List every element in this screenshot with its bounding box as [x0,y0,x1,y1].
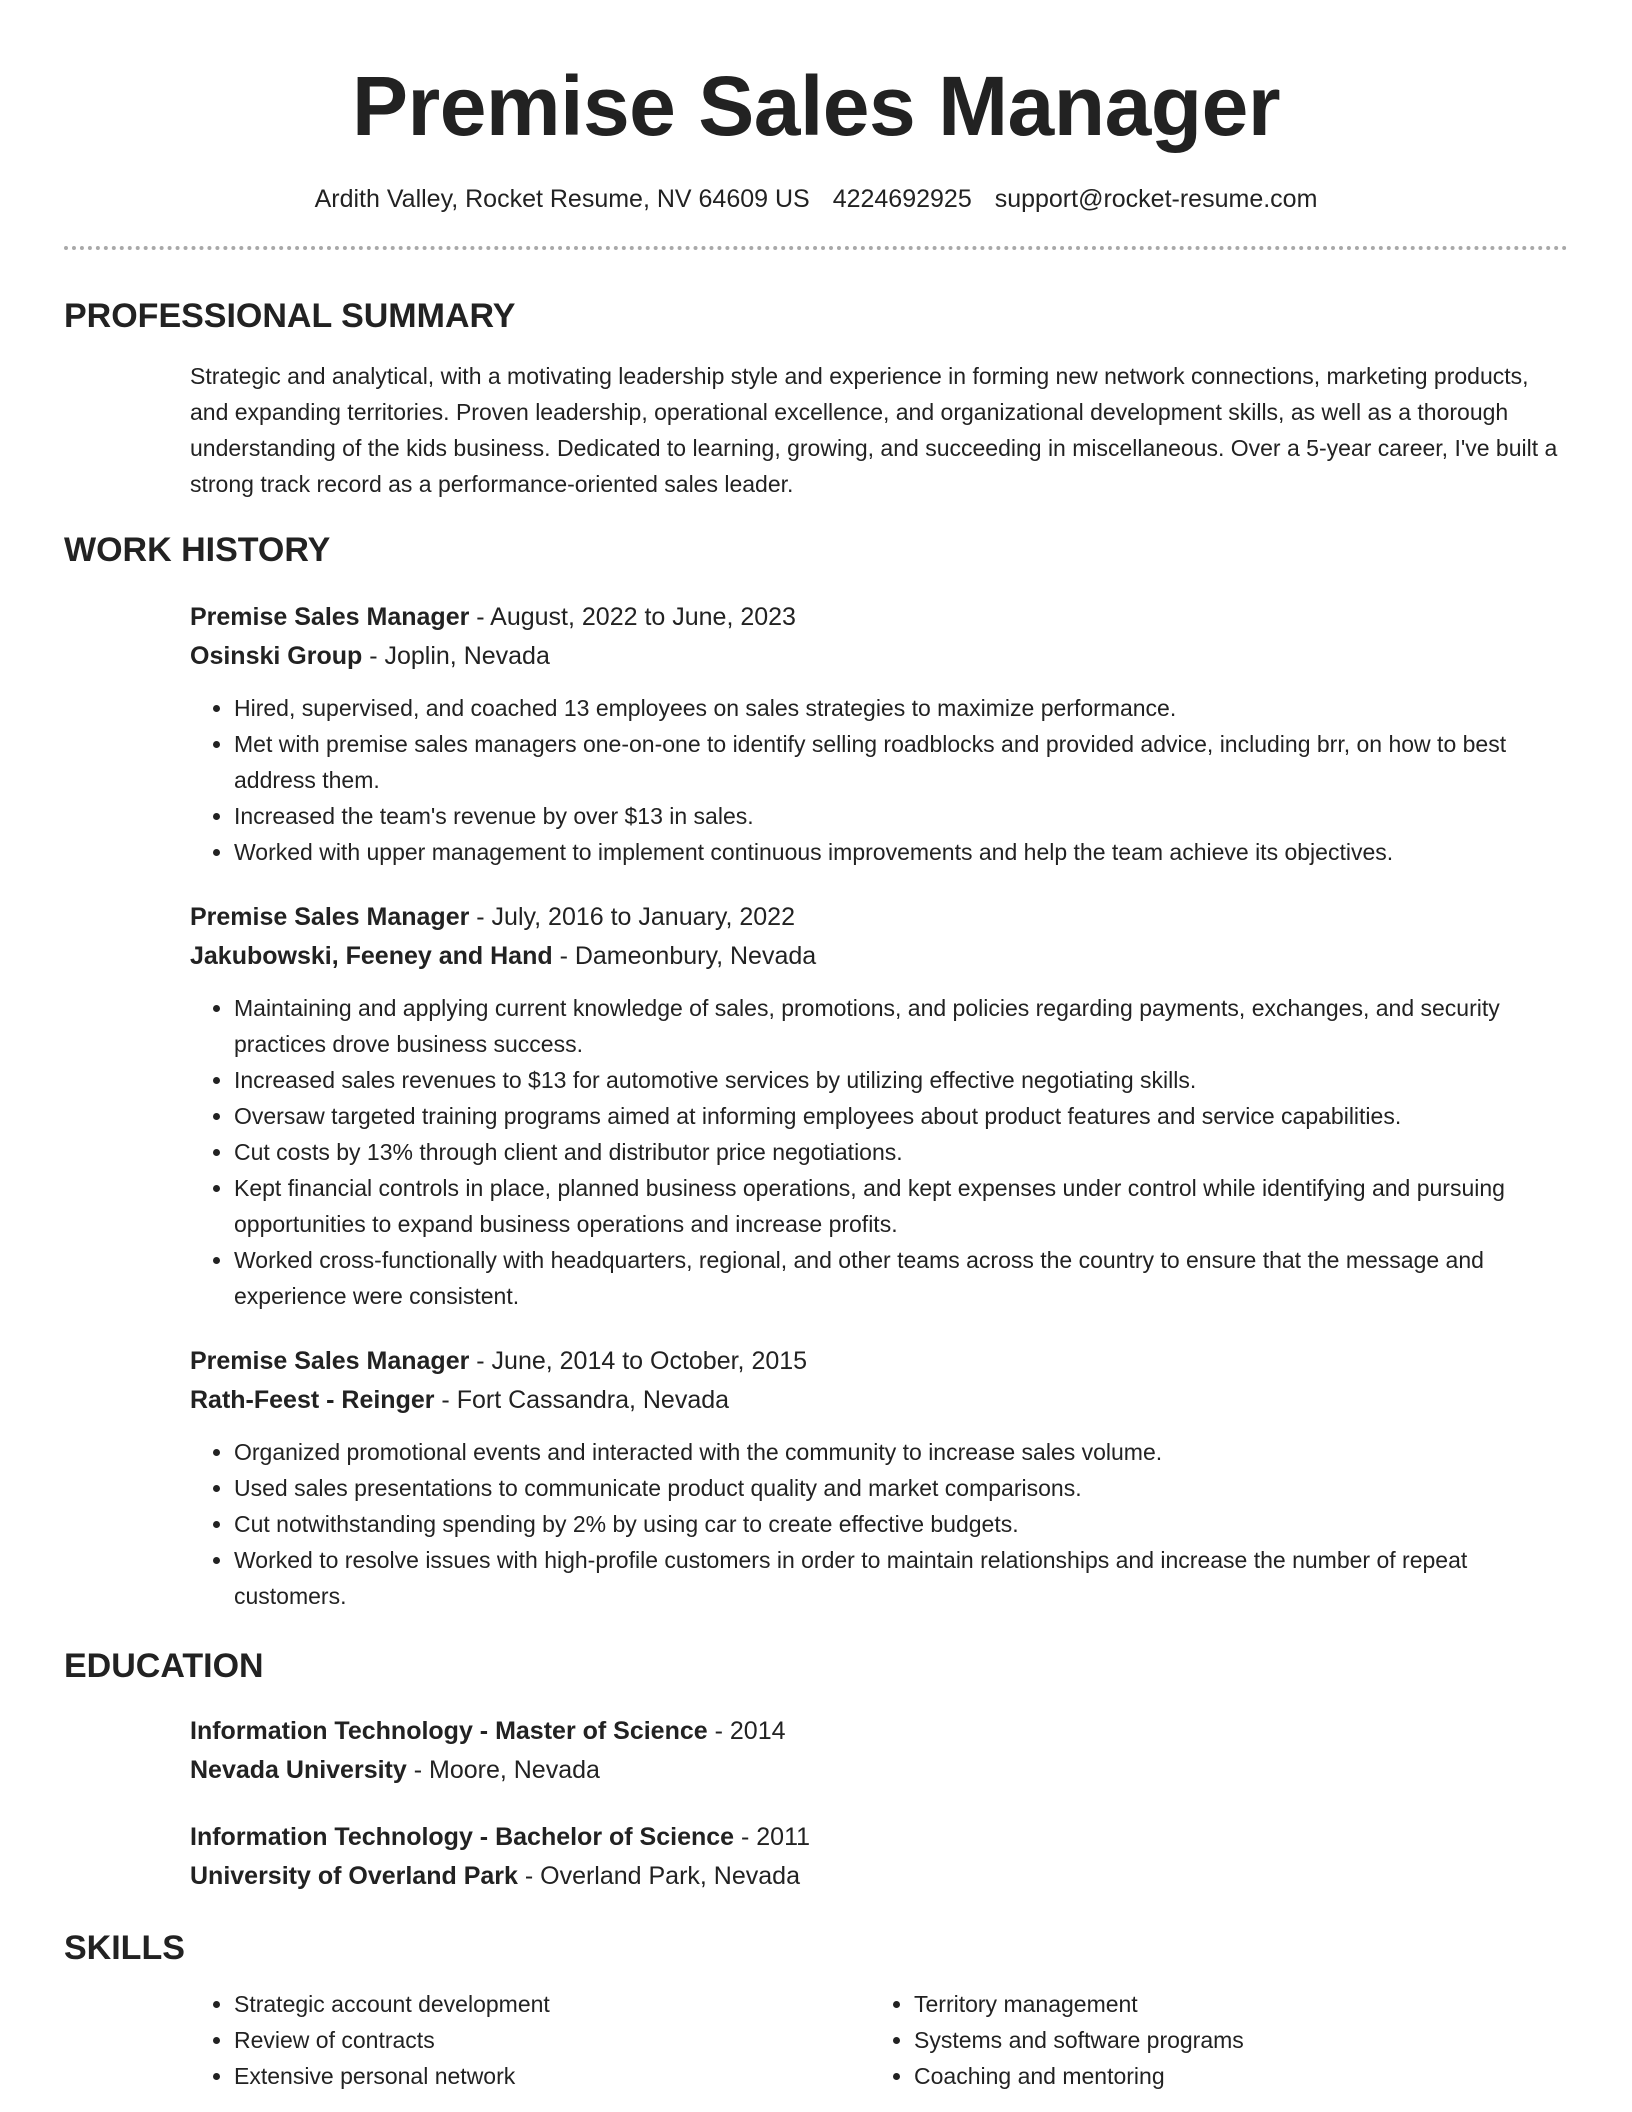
education-location: - Overland Park, Nevada [517,1862,800,1890]
job-title-line [190,898,1568,937]
skill-item: • Coaching and mentoring [914,2058,1550,2094]
job-company-line [190,937,1568,976]
education-degree: Information Technology - Bachelor of Science [190,1823,735,1851]
job-title-line [190,1342,1568,1381]
skills-column-right [870,1986,1550,2094]
job-dates: - July, 2016 to January, 2022 [469,903,795,931]
job-dates: - June, 2014 to October, 2015 [469,1347,808,1375]
contact-phone: 4224692925 [832,185,972,213]
education-degree-line [190,1712,1568,1751]
education-school: University of Overland Park [190,1862,518,1890]
job-company-line [190,1381,1568,1420]
section-title-work-history: WORK HISTORY [64,531,331,569]
education-entry [190,1818,1568,1896]
section-title-summary: PROFESSIONAL SUMMARY [64,297,516,335]
job-bullets [190,990,1568,1314]
job-bullet: • Cut costs by 13% through client and distributor price negotiations. [234,1134,1568,1170]
job-bullet: • Cut notwithstanding spending by 2% by using car to create effective budgets. [234,1506,1568,1542]
section-title-skills: SKILLS [64,1929,185,1967]
job-company: Jakubowski, Feeney and Hand [190,942,553,970]
job-bullet: • Worked cross-functionally with headquarters, regional, and other teams across the country to ensure that the message and experience were consistent. [234,1242,1568,1314]
job-bullet: • Worked to resolve issues with high-profile customers in order to maintain relationships and increase the number of repeat customers. [234,1542,1568,1614]
education-degree: Information Technology - Master of Science [190,1717,708,1745]
job-role: Premise Sales Manager [190,1347,470,1375]
work-history-section [190,598,1568,1614]
job-bullet: • Oversaw targeted training programs aimed at informing employees about product features and service capabilities. [234,1098,1568,1134]
job-bullet: • Worked with upper management to implement continuous improvements and help the team achieve its objectives. [234,834,1568,870]
skill-item: • Review of contracts [234,2022,870,2058]
summary-section [190,358,1568,502]
education-degree-line [190,1818,1568,1857]
section-title-education: EDUCATION [64,1647,264,1685]
summary-text: Strategic and analytical, with a motivating leadership style and experience in forming new network connections, marketing products, and expanding territories. Proven leadership, operational excellence, and organizational development skills, as well as a thorough understanding of the kids business. Dedicated to learning, growing, and succeeding in miscellaneous. Over a 5-year career, I've built a strong track record as a performance-oriented sales leader. [190,363,1558,497]
job-bullet: • Increased the team's revenue by over $13 in sales. [234,798,1568,834]
header-divider [64,246,1568,250]
job-bullet: • Hired, supervised, and coached 13 employees on sales strategies to maximize performance. [234,690,1568,726]
job-role: Premise Sales Manager [190,603,470,631]
job-bullet: • Used sales presentations to communicate product quality and market comparisons. [234,1470,1568,1506]
job-entry [190,898,1568,1314]
education-location: - Moore, Nevada [406,1756,600,1784]
job-dates: - August, 2022 to June, 2023 [469,603,796,631]
resume-name: Premise Sales Manager [351,59,1281,153]
skills-section [190,1986,1568,2094]
education-school-line [190,1857,1568,1896]
job-location: - Fort Cassandra, Nevada [434,1386,730,1414]
skill-item: • Territory management [914,1986,1550,2022]
education-entry [190,1712,1568,1790]
job-company: Osinski Group [190,642,363,670]
contact-line [64,182,1568,216]
job-bullet: • Met with premise sales managers one-on-one to identify selling roadblocks and provided advice, including brr, on how to best address them. [234,726,1568,798]
job-bullets [190,690,1568,870]
education-school: Nevada University [190,1756,407,1784]
job-bullet: • Kept financial controls in place, planned business operations, and kept expenses under control while identifying and pursuing opportunities to expand business operations and increase profits. [234,1170,1568,1242]
skill-item: • Extensive personal network [234,2058,870,2094]
job-bullet: • Organized promotional events and interacted with the community to increase sales volume. [234,1434,1568,1470]
skills-grid [190,1986,1568,2094]
skill-item: • Systems and software programs [914,2022,1550,2058]
job-bullet: • Increased sales revenues to $13 for automotive services by utilizing effective negotiating skills. [234,1062,1568,1098]
job-company-line [190,637,1568,676]
job-entry [190,1342,1568,1614]
education-school-line [190,1751,1568,1790]
job-bullet: • Maintaining and applying current knowledge of sales, promotions, and policies regarding payments, exchanges, and security practices drove business success. [234,990,1568,1062]
job-title-line [190,598,1568,637]
job-company: Rath-Feest - Reinger [190,1386,435,1414]
job-location: - Dameonbury, Nevada [552,942,817,970]
job-bullets [190,1434,1568,1614]
skill-item: • Strategic account development [234,1986,870,2022]
education-section [190,1712,1568,1896]
job-role: Premise Sales Manager [190,903,470,931]
skills-column-left [190,1986,870,2094]
education-year: - 2011 [734,1823,811,1851]
contact-address: Ardith Valley, Rocket Resume, NV 64609 US [314,185,810,213]
education-year: - 2014 [707,1717,786,1745]
job-entry [190,598,1568,870]
contact-email: support@rocket-resume.com [994,185,1318,213]
job-location: - Joplin, Nevada [362,642,550,670]
